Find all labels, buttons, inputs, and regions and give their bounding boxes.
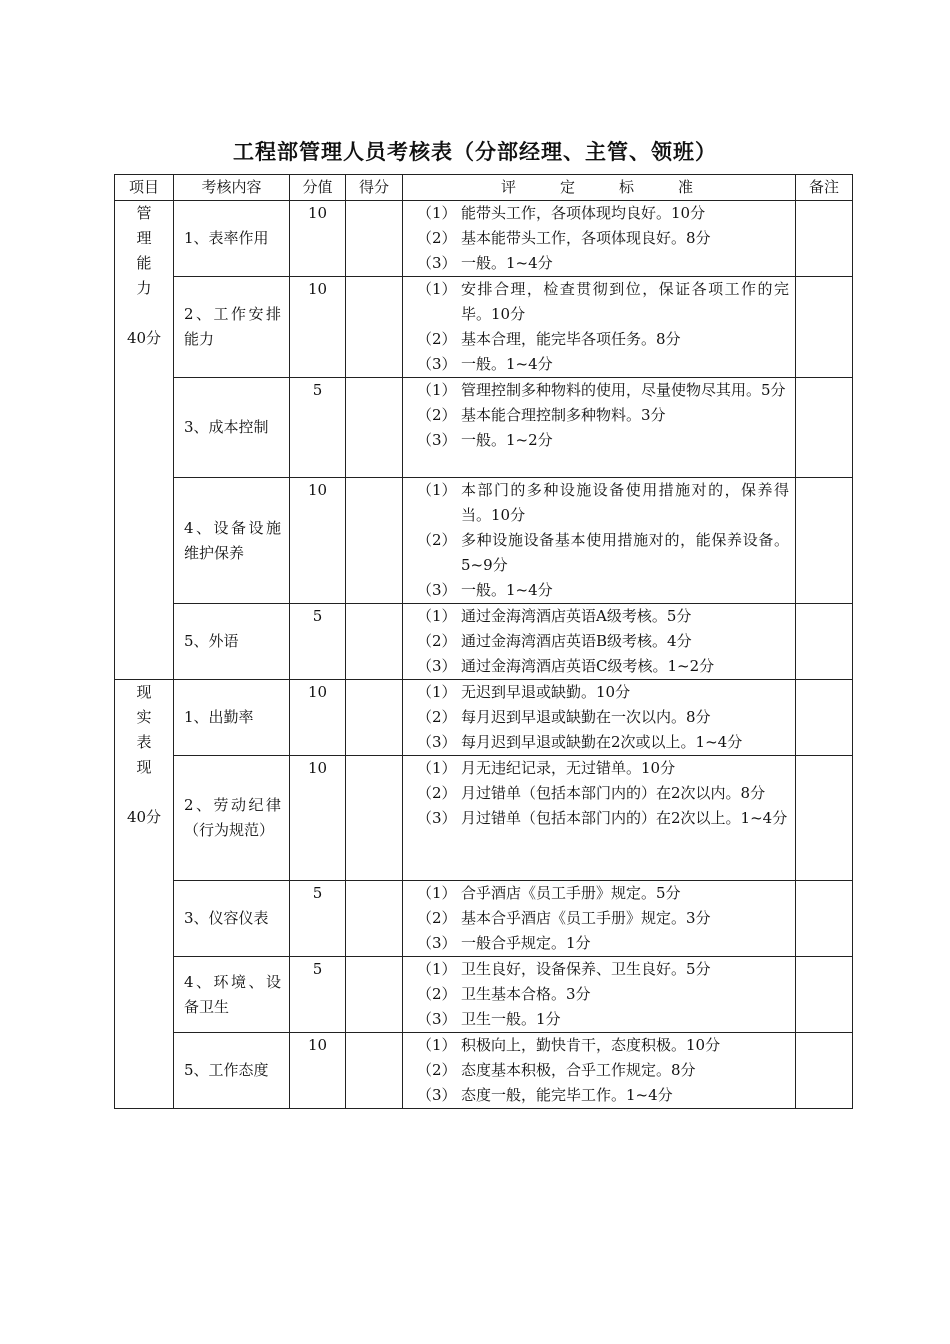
got-score-input[interactable]	[346, 201, 403, 277]
criteria-text: 积极向上，勤快肯干，态度积极。10分	[461, 1036, 721, 1054]
assessment-table	[114, 174, 853, 1109]
criteria-text: 每月迟到早退或缺勤在2次或以上。1~4分	[461, 733, 743, 751]
criteria-text: 本部门的多种设施设备使用措施对的，保养得当。10分	[461, 481, 789, 524]
criteria-line	[403, 1033, 795, 1058]
criteria-text: 基本合乎酒店《员工手册》规定。3分	[461, 909, 711, 927]
criteria-number: （1）	[417, 884, 457, 902]
criteria-number: （1）	[417, 683, 457, 701]
criteria-text: 月无违纪记录，无过错单。10分	[461, 759, 676, 777]
criteria-text: 一般。1~4分	[461, 355, 553, 373]
table-row	[115, 957, 853, 1033]
criteria-cell	[403, 1033, 796, 1109]
criteria-number: （1）	[417, 280, 457, 298]
criteria-line	[403, 756, 795, 781]
criteria-cell	[403, 756, 796, 881]
criteria-number: （3）	[417, 1086, 457, 1104]
criteria-text: 无迟到早退或缺勤。10分	[461, 683, 631, 701]
criteria-line	[403, 680, 795, 705]
item-name	[174, 1033, 290, 1109]
note-input[interactable]	[796, 957, 853, 1033]
criteria-number: （1）	[417, 759, 457, 777]
criteria-text: 一般。1~4分	[461, 254, 553, 272]
item-name	[174, 604, 290, 680]
item-name	[174, 201, 290, 277]
header-project: 项目	[115, 175, 174, 201]
criteria-number: （3）	[417, 581, 457, 599]
criteria-line	[403, 352, 795, 377]
criteria-text: 通过金海湾酒店英语B级考核。4分	[461, 632, 692, 650]
criteria-number: （2）	[417, 1061, 457, 1079]
header-note: 备注	[796, 175, 853, 201]
criteria-number: （3）	[417, 657, 457, 675]
criteria-number: （3）	[417, 733, 457, 751]
criteria-text: 态度基本积极，合乎工作规定。8分	[461, 1061, 696, 1079]
note-input[interactable]	[796, 277, 853, 378]
criteria-line	[403, 629, 795, 654]
criteria-line	[403, 806, 795, 831]
criteria-number: （3）	[417, 934, 457, 952]
got-score-input[interactable]	[346, 957, 403, 1033]
criteria-cell	[403, 957, 796, 1033]
note-input[interactable]	[796, 378, 853, 478]
section-cell	[115, 201, 174, 680]
criteria-line	[403, 251, 795, 276]
item-name	[174, 957, 290, 1033]
table-header-row	[115, 175, 853, 201]
criteria-text: 一般。1~2分	[461, 431, 553, 449]
criteria-text: 多种设施设备基本使用措施对的，能保养设备。5~9分	[461, 531, 789, 574]
table-row	[115, 680, 853, 756]
criteria-line	[403, 428, 795, 453]
table-row	[115, 1033, 853, 1109]
criteria-text: 卫生良好，设备保养、卫生良好。5分	[461, 960, 711, 978]
section-title-char: 力	[136, 279, 152, 297]
section-title-char: 实	[136, 708, 152, 726]
criteria-number: （3）	[417, 355, 457, 373]
criteria-number: （1）	[417, 1036, 457, 1054]
got-score-input[interactable]	[346, 378, 403, 478]
criteria-line	[403, 654, 795, 679]
got-score-input[interactable]	[346, 1033, 403, 1109]
item-name-text: 5、工作态度	[184, 1061, 269, 1079]
criteria-number: （3）	[417, 431, 457, 449]
got-score-input[interactable]	[346, 604, 403, 680]
criteria-line	[403, 881, 795, 906]
section-title-char: 管	[136, 204, 152, 222]
item-name	[174, 680, 290, 756]
criteria-text: 月过错单（包括本部门内的）在2次以上。1~4分	[461, 809, 788, 827]
criteria-line	[403, 1058, 795, 1083]
criteria-number: （1）	[417, 481, 457, 499]
section-title-char: 能	[136, 254, 152, 272]
criteria-text: 合乎酒店《员工手册》规定。5分	[461, 884, 681, 902]
table-row	[115, 277, 853, 378]
header-criteria: 评定标准	[403, 175, 796, 201]
table-row	[115, 604, 853, 680]
item-name-text: 2、劳动纪律（行为规范）	[184, 796, 281, 839]
header-content: 考核内容	[174, 175, 290, 201]
criteria-line	[403, 1007, 795, 1032]
criteria-text: 基本能合理控制多种物料。3分	[461, 406, 666, 424]
criteria-line	[403, 327, 795, 352]
criteria-line	[403, 730, 795, 755]
header-got: 得分	[346, 175, 403, 201]
got-score-input[interactable]	[346, 478, 403, 604]
item-name-text: 5、外语	[184, 632, 239, 650]
criteria-text: 安排合理，检查贯彻到位，保证各项工作的完毕。10分	[461, 280, 789, 323]
criteria-text: 一般。1~4分	[461, 581, 553, 599]
criteria-number: （2）	[417, 531, 457, 549]
criteria-number: （2）	[417, 229, 457, 247]
criteria-line	[403, 1083, 795, 1108]
criteria-number: （1）	[417, 607, 457, 625]
table-row	[115, 478, 853, 604]
criteria-text: 卫生一般。1分	[461, 1010, 561, 1028]
criteria-number: （2）	[417, 784, 457, 802]
item-name-text: 2、工作安排能力	[184, 305, 281, 348]
got-score-input[interactable]	[346, 756, 403, 881]
item-score: 10	[290, 680, 346, 756]
criteria-number: （2）	[417, 909, 457, 927]
item-score: 5	[290, 604, 346, 680]
criteria-number: （3）	[417, 1010, 457, 1028]
criteria-number: （2）	[417, 985, 457, 1003]
item-name-text: 3、仪容仪表	[184, 909, 269, 927]
item-score: 10	[290, 478, 346, 604]
item-name-text: 4、设备设施维护保养	[184, 518, 281, 562]
criteria-number: （1）	[417, 960, 457, 978]
note-input[interactable]	[796, 201, 853, 277]
criteria-text: 基本能带头工作，各项体现良好。8分	[461, 229, 711, 247]
criteria-text: 月过错单（包括本部门内的）在2次以内。8分	[461, 784, 766, 802]
criteria-text: 卫生基本合格。3分	[461, 985, 591, 1003]
criteria-text: 态度一般，能完毕工作。1~4分	[461, 1086, 673, 1104]
item-score: 10	[290, 756, 346, 881]
got-score-input[interactable]	[346, 881, 403, 957]
note-input[interactable]	[796, 604, 853, 680]
criteria-number: （2）	[417, 708, 457, 726]
header-score: 分值	[290, 175, 346, 201]
item-name-text: 1、出勤率	[184, 708, 254, 726]
criteria-line	[403, 528, 795, 578]
criteria-line	[403, 403, 795, 428]
criteria-number: （1）	[417, 204, 457, 222]
criteria-cell	[403, 680, 796, 756]
note-input[interactable]	[796, 478, 853, 604]
section-title	[115, 680, 173, 780]
item-name	[174, 756, 290, 881]
section-total: 40分	[126, 329, 162, 347]
section-title-char: 现	[136, 758, 152, 776]
criteria-text: 一般合乎规定。1分	[461, 934, 591, 952]
item-name	[174, 881, 290, 957]
table-row	[115, 201, 853, 277]
item-score: 5	[290, 957, 346, 1033]
got-score-input[interactable]	[346, 680, 403, 756]
section-title-char: 现	[136, 683, 152, 701]
criteria-text: 能带头工作，各项体现均良好。10分	[461, 204, 706, 222]
criteria-line	[403, 931, 795, 956]
criteria-cell	[403, 604, 796, 680]
criteria-text: 通过金海湾酒店英语C级考核。1~2分	[461, 657, 715, 675]
criteria-line	[403, 906, 795, 931]
section-title-char: 理	[136, 229, 152, 247]
item-name-text: 1、表率作用	[184, 229, 269, 247]
got-score-input[interactable]	[346, 277, 403, 378]
criteria-text: 通过金海湾酒店英语A级考核。5分	[461, 607, 692, 625]
note-input[interactable]	[796, 1033, 853, 1109]
criteria-line	[403, 478, 795, 528]
section-total: 40分	[126, 808, 162, 826]
criteria-cell	[403, 378, 796, 478]
criteria-line	[403, 378, 795, 403]
note-input[interactable]	[796, 756, 853, 881]
criteria-line	[403, 226, 795, 251]
criteria-cell	[403, 478, 796, 604]
criteria-line	[403, 781, 795, 806]
item-name	[174, 478, 290, 604]
criteria-line	[403, 604, 795, 629]
item-score: 10	[290, 1033, 346, 1109]
criteria-number: （3）	[417, 809, 457, 827]
section-title-char: 表	[136, 733, 152, 751]
page-title: 工程部管理人员考核表（分部经理、主管、领班）	[233, 139, 717, 164]
section-cell	[115, 680, 174, 1109]
section-title	[115, 201, 173, 301]
item-name	[174, 277, 290, 378]
criteria-number: （2）	[417, 406, 457, 424]
criteria-cell	[403, 277, 796, 378]
item-score: 5	[290, 378, 346, 478]
item-name	[174, 378, 290, 478]
criteria-text: 管理控制多种物料的使用，尽量使物尽其用。5分	[461, 381, 786, 399]
criteria-line	[403, 957, 795, 982]
criteria-line	[403, 705, 795, 730]
item-score: 5	[290, 881, 346, 957]
note-input[interactable]	[796, 680, 853, 756]
item-score: 10	[290, 201, 346, 277]
criteria-cell	[403, 201, 796, 277]
criteria-line	[403, 277, 795, 327]
table-row	[115, 881, 853, 957]
criteria-line	[403, 578, 795, 603]
criteria-line	[403, 982, 795, 1007]
criteria-number: （2）	[417, 632, 457, 650]
table-row	[115, 756, 853, 881]
item-score: 10	[290, 277, 346, 378]
criteria-text: 基本合理，能完毕各项任务。8分	[461, 330, 681, 348]
item-name-text: 3、成本控制	[184, 418, 269, 436]
criteria-number: （3）	[417, 254, 457, 272]
criteria-line	[403, 201, 795, 226]
criteria-text: 每月迟到早退或缺勤在一次以内。8分	[461, 708, 711, 726]
criteria-cell	[403, 881, 796, 957]
criteria-number: （1）	[417, 381, 457, 399]
criteria-number: （2）	[417, 330, 457, 348]
table-row	[115, 378, 853, 478]
item-name-text: 4、环境、设备卫生	[184, 972, 281, 1016]
note-input[interactable]	[796, 881, 853, 957]
